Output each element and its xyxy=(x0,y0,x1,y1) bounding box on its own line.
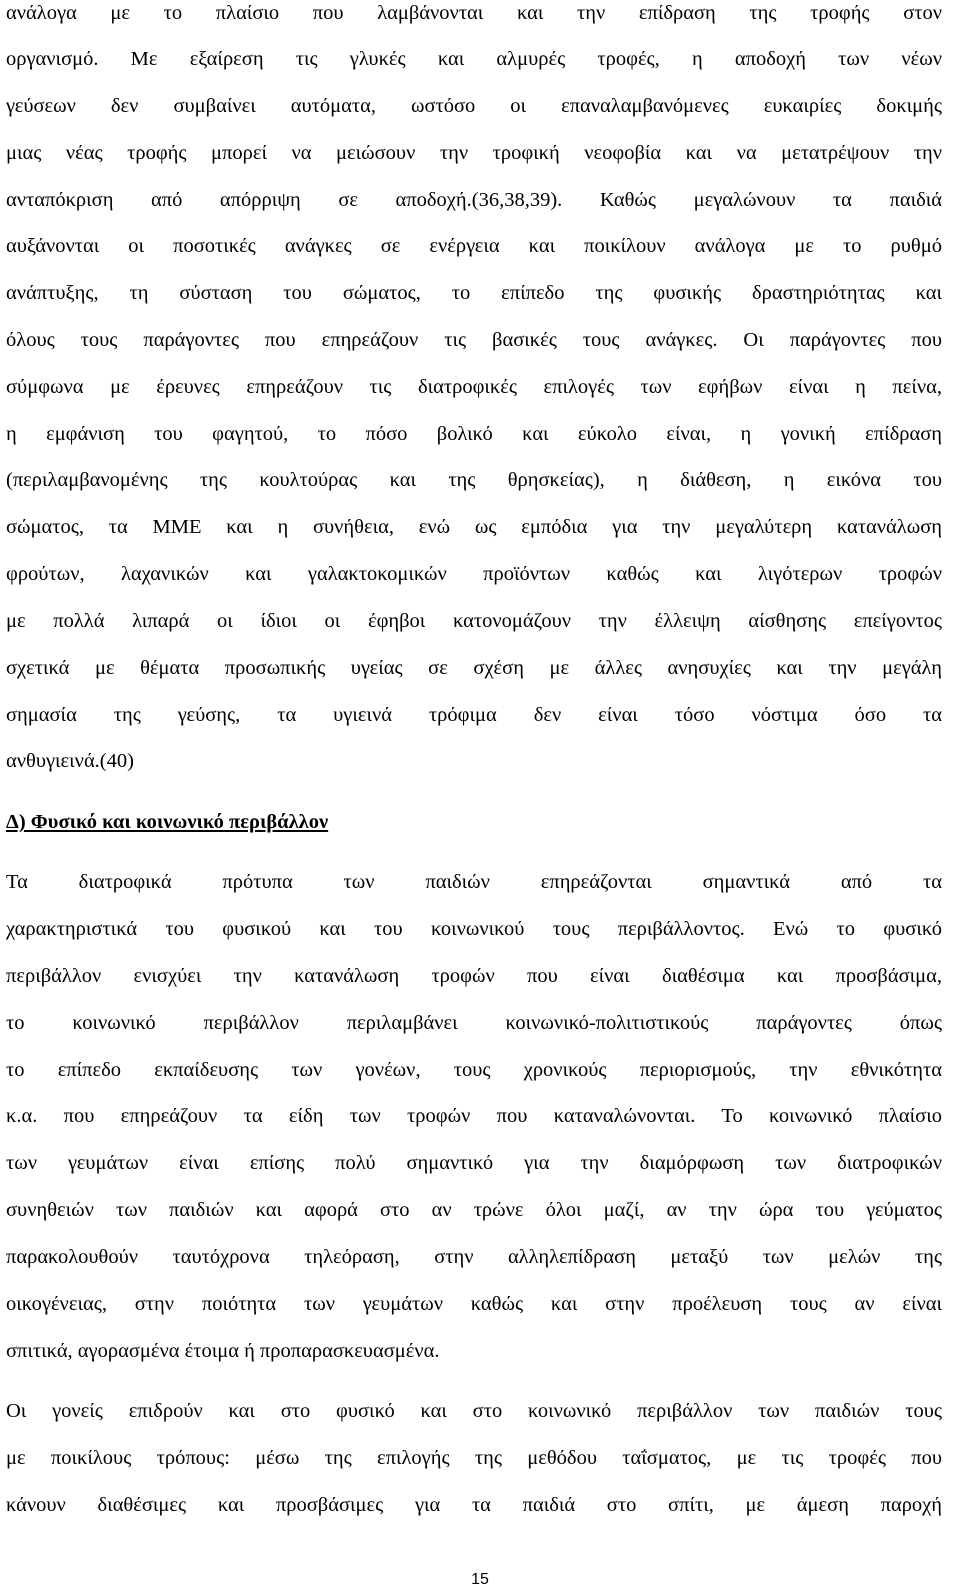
text-line: σπιτικά, αγορασμένα έτοιμα ή προπαρασκευασμένα. xyxy=(6,1340,440,1362)
text-line: σύμφωνα με έρευνες επηρεάζουν τις διατροφικές επιλογές των εφήβων είναι η πείνα, xyxy=(6,376,942,398)
text-line: όλους τους παράγοντες που επηρεάζουν τις βασικές τους ανάγκες. Οι παράγοντες που xyxy=(6,329,942,351)
text-line: ανάλογα με το πλαίσιο που λαμβάνονται και την επίδραση της τροφής στον xyxy=(6,2,942,24)
text-line: με πολλά λιπαρά οι ίδιοι οι έφηβοι κατονομάζουν την έλλειψη αίσθησης επείγοντος xyxy=(6,610,942,632)
text-line: αυξάνονται οι ποσοτικές ανάγκες σε ενέργεια και ποικίλουν ανάλογα με το ρυθμό xyxy=(6,235,942,257)
text-line: των γευμάτων είναι επίσης πολύ σημαντικό για την διαμόρφωση των διατροφικών xyxy=(6,1152,942,1174)
section-heading-text: Δ) Φυσικό και κοινωνικό περιβάλλον xyxy=(6,811,329,833)
text-line: κάνουν διαθέσιμες και προσβάσιμες για τα παιδιά στο σπίτι, με άμεση παροχή xyxy=(6,1494,942,1516)
text-line: η εμφάνιση του φαγητού, το πόσο βολικό και εύκολο είναι, η γονική επίδραση xyxy=(6,423,942,445)
text-line: οικογένειας, στην ποιότητα των γευμάτων καθώς και στην προέλευση τους αν είναι xyxy=(6,1293,942,1315)
text-line: χαρακτηριστικά του φυσικού και του κοινωνικού τους περιβάλλοντος. Ενώ το φυσικό xyxy=(6,918,942,940)
text-line: σημασία της γεύσης, τα υγιεινά τρόφιμα δεν είναι τόσο νόστιμα όσο τα xyxy=(6,704,942,726)
text-line: Τα διατροφικά πρότυπα των παιδιών επηρεάζονται σημαντικά από τα xyxy=(6,871,942,893)
text-line: μιας νέας τροφής μπορεί να μειώσουν την τροφική νεοφοβία και να μετατρέψουν την xyxy=(6,142,942,164)
text-line: φρούτων, λαχανικών και γαλακτοκομικών προϊόντων καθώς και λιγότερων τροφών xyxy=(6,563,942,585)
text-line: Οι γονείς επιδρούν και στο φυσικό και στο κοινωνικό περιβάλλον των παιδιών τους xyxy=(6,1400,942,1422)
text-line: ανθυγιεινά.(40) xyxy=(6,750,134,772)
text-line: συνηθειών των παιδιών και αφορά στο αν τρώνε όλοι μαζί, αν την ώρα του γεύματος xyxy=(6,1199,942,1221)
text-line: περιβάλλον ενισχύει την κατανάλωση τροφών που είναι διαθέσιμα και προσβάσιμα, xyxy=(6,965,942,987)
text-line: το επίπεδο εκπαίδευσης των γονέων, τους χρονικούς περιορισμούς, την εθνικότητα xyxy=(6,1059,942,1081)
text-line: σχετικά με θέματα προσωπικής υγείας σε σχέση με άλλες ανησυχίες και την μεγάλη xyxy=(6,657,942,679)
text-line: το κοινωνικό περιβάλλον περιλαμβάνει κοινωνικό-πολιτιστικούς παράγοντες όπως xyxy=(6,1012,942,1034)
text-line: με ποικίλους τρόπους: μέσω της επιλογής της μεθόδου ταΐσματος, με τις τροφές που xyxy=(6,1447,942,1469)
text-line: κ.α. που επηρεάζουν τα είδη των τροφών που καταναλώνονται. Το κοινωνικό πλαίσιο xyxy=(6,1105,942,1127)
text-line: οργανισμό. Με εξαίρεση τις γλυκές και αλμυρές τροφές, η αποδοχή των νέων xyxy=(6,48,942,70)
text-line: παρακολουθούν ταυτόχρονα τηλεόραση, στην αλληλεπίδραση μεταξύ των μελών της xyxy=(6,1246,942,1268)
text-line: σώματος, τα ΜΜΕ και η συνήθεια, ενώ ως εμπόδια για την μεγαλύτερη κατανάλωση xyxy=(6,516,942,538)
text-line: (περιλαμβανομένης της κουλτούρας και της θρησκείας), η διάθεση, η εικόνα του xyxy=(6,469,942,491)
page-number: 15 xyxy=(471,1571,489,1588)
section-heading xyxy=(6,809,942,835)
text-line: ανάπτυξης, τη σύσταση του σώματος, το επίπεδο της φυσικής δραστηριότητας και xyxy=(6,282,942,304)
text-line: ανταπόκριση από απόρριψη σε αποδοχή.(36,38,39). Καθώς μεγαλώνουν τα παιδιά xyxy=(6,189,942,211)
text-line: γεύσεων δεν συμβαίνει αυτόματα, ωστόσο οι επαναλαμβανόμενες ευκαιρίες δοκιμής xyxy=(6,95,942,117)
